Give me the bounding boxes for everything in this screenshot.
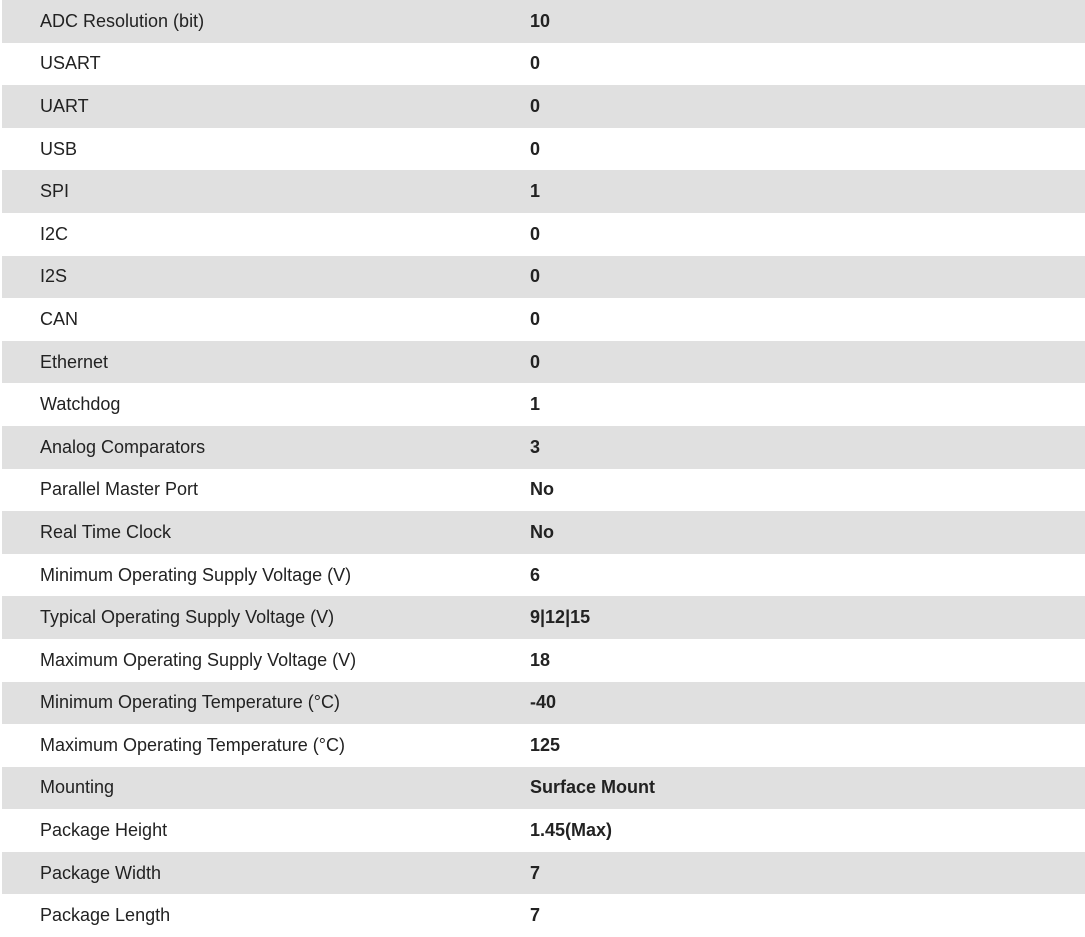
- spec-label: ADC Resolution (bit): [40, 10, 205, 31]
- spec-row: [2, 469, 1085, 512]
- spec-label: Watchdog: [40, 394, 121, 415]
- spec-value: 125: [530, 734, 561, 755]
- spec-row: [2, 511, 1085, 554]
- spec-row: [2, 724, 1085, 767]
- spec-row: [2, 894, 1085, 937]
- spec-row: [2, 809, 1085, 852]
- spec-row: [2, 554, 1085, 597]
- spec-label: Maximum Operating Temperature (°C): [40, 734, 345, 755]
- spec-label: USB: [40, 138, 78, 159]
- spec-label: UART: [40, 95, 89, 116]
- spec-value: 18: [530, 649, 551, 670]
- spec-label: Maximum Operating Supply Voltage (V): [40, 649, 357, 670]
- spec-row: [2, 639, 1085, 682]
- spec-table: [2, 0, 1085, 937]
- spec-label: USART: [40, 53, 101, 74]
- spec-label: Package Height: [40, 820, 168, 841]
- spec-value: 0: [530, 95, 541, 116]
- spec-label: Real Time Clock: [40, 521, 172, 542]
- spec-row: [2, 170, 1085, 213]
- spec-label: Ethernet: [40, 351, 109, 372]
- spec-value: 7: [530, 862, 541, 883]
- spec-row: [2, 341, 1085, 384]
- spec-value: -40: [530, 692, 557, 713]
- spec-value: No: [530, 521, 554, 542]
- spec-value: No: [530, 479, 554, 500]
- spec-label: Package Width: [40, 862, 162, 883]
- spec-value: 9|12|15: [530, 607, 591, 628]
- spec-value: 0: [530, 223, 541, 244]
- spec-label: Minimum Operating Supply Voltage (V): [40, 564, 352, 585]
- spec-value: 1.45(Max): [530, 820, 613, 841]
- spec-value: 1: [530, 181, 541, 202]
- spec-label: CAN: [40, 308, 79, 329]
- spec-row: [2, 852, 1085, 895]
- spec-value: 10: [530, 10, 551, 31]
- spec-label: Package Length: [40, 905, 171, 926]
- spec-row: [2, 43, 1085, 86]
- spec-row: [2, 682, 1085, 725]
- spec-value: 0: [530, 53, 541, 74]
- spec-label: SPI: [40, 181, 70, 202]
- spec-row: [2, 383, 1085, 426]
- spec-row: [2, 0, 1085, 43]
- spec-row: [2, 767, 1085, 810]
- spec-row: [2, 128, 1085, 171]
- spec-value: 0: [530, 308, 541, 329]
- spec-row: [2, 298, 1085, 341]
- spec-value: 6: [530, 564, 541, 585]
- spec-label: Parallel Master Port: [40, 479, 199, 500]
- spec-row: [2, 596, 1085, 639]
- spec-label: Mounting: [40, 777, 115, 798]
- spec-label: I2C: [40, 223, 69, 244]
- spec-value: 0: [530, 351, 541, 372]
- spec-value: 3: [530, 436, 541, 457]
- spec-row: [2, 213, 1085, 256]
- spec-row: [2, 426, 1085, 469]
- spec-row: [2, 256, 1085, 299]
- spec-label: Minimum Operating Temperature (°C): [40, 692, 340, 713]
- spec-label: Analog Comparators: [40, 436, 206, 457]
- spec-value: 0: [530, 266, 541, 287]
- spec-value: 0: [530, 138, 541, 159]
- spec-value: 1: [530, 394, 541, 415]
- spec-row: [2, 85, 1085, 128]
- spec-label: Typical Operating Supply Voltage (V): [40, 607, 335, 628]
- spec-value: Surface Mount: [530, 777, 656, 798]
- spec-value: 7: [530, 905, 541, 926]
- spec-label: I2S: [40, 266, 68, 287]
